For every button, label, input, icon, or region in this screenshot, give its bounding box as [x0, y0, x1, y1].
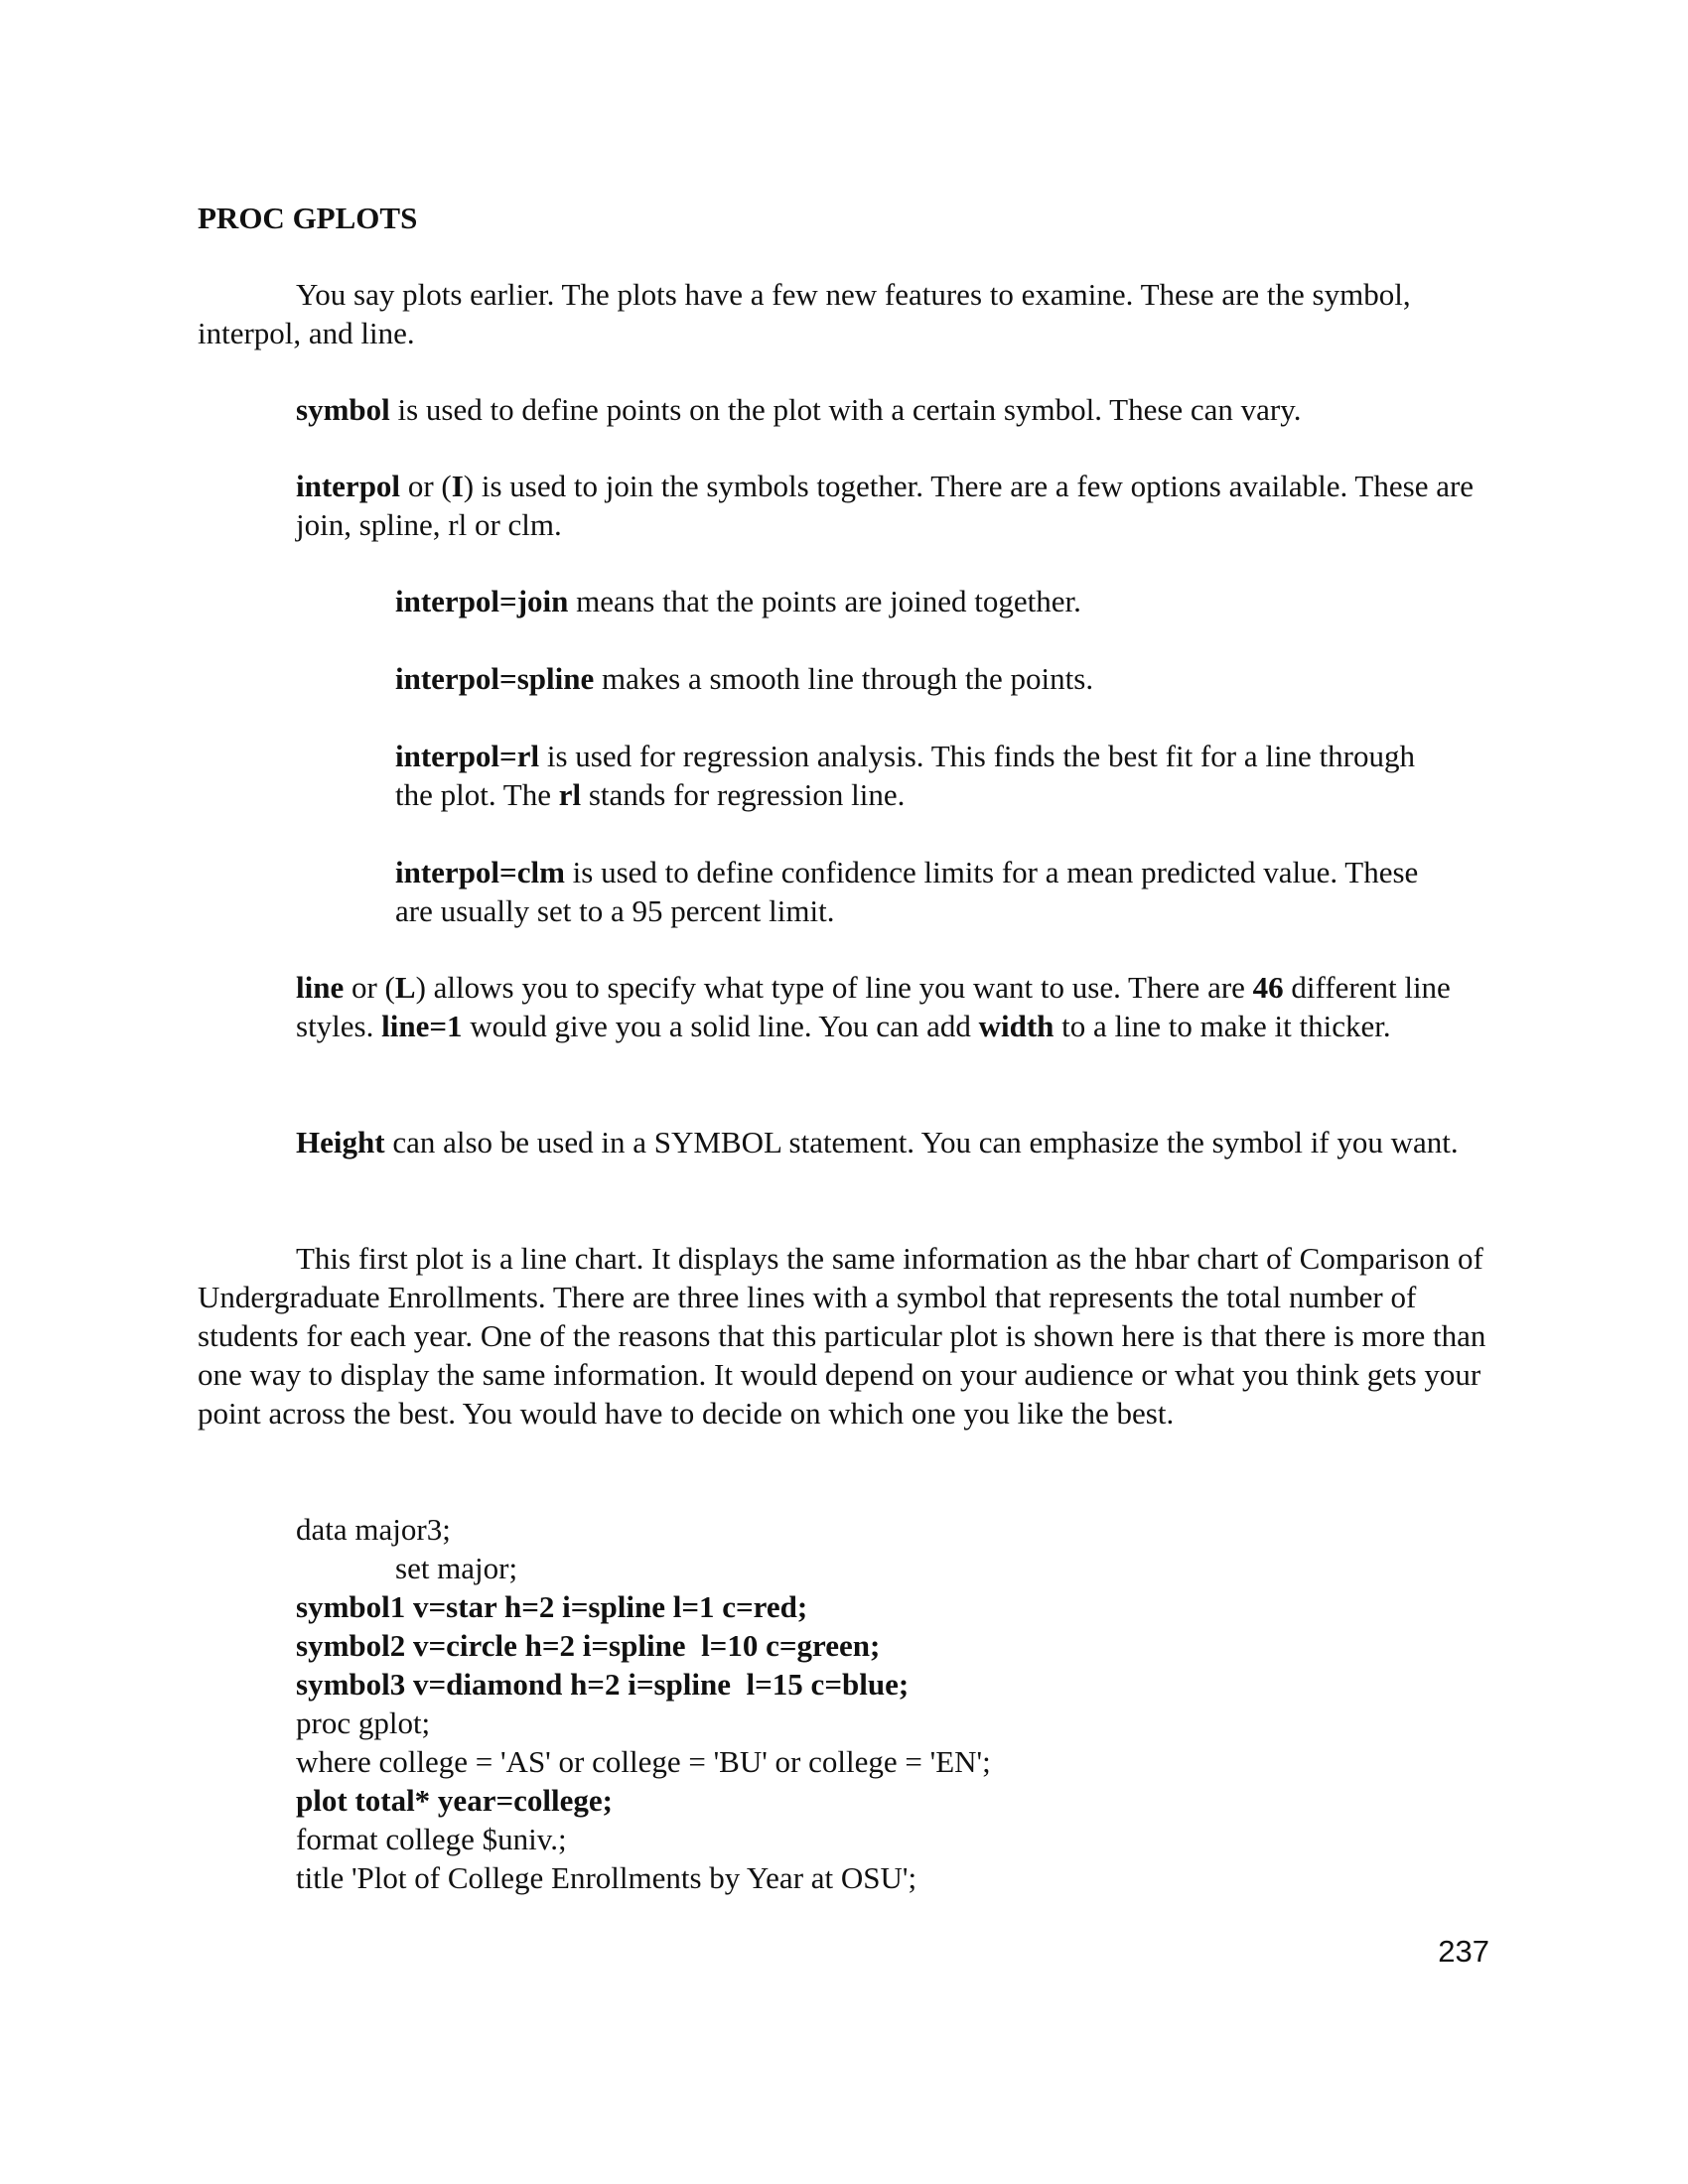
width-term: width [978, 1009, 1055, 1043]
code-line: symbol1 v=star h=2 i=spline l=1 c=red; [296, 1589, 808, 1624]
line-abbr: L [394, 970, 416, 1005]
interpol-abbr: I [451, 469, 464, 503]
interpol-clm-option [395, 853, 1438, 930]
height-term: Height [296, 1125, 385, 1160]
interpol-text: ) is used to join the symbols together. There are a few options available. These are join, spline, rl or clm. [296, 469, 1475, 542]
code-line: where college = 'AS' or college = 'BU' or college = 'EN'; [296, 1744, 991, 1779]
interpol-spline-option [395, 659, 1438, 698]
line-term: line [296, 970, 345, 1005]
join-term: interpol=join [395, 584, 569, 618]
height-text: can also be used in a SYMBOL statement. You can emphasize the symbol if you want. [384, 1125, 1459, 1160]
code-line: proc gplot; [296, 1706, 431, 1740]
spline-term: interpol=spline [395, 661, 595, 696]
clm-text: is used to define confidence limits for a mean predicted value. These are usually set to a 95 percent limit. [395, 855, 1419, 928]
code-line: format college $univ.; [296, 1822, 567, 1856]
interpol-middle: or ( [400, 469, 452, 503]
join-text: means that the points are joined together. [568, 584, 1081, 618]
line-middle: or ( [344, 970, 395, 1005]
rl-text-2: stands for regression line. [581, 777, 906, 812]
interpol-term: interpol [296, 469, 401, 503]
symbol-term: symbol [296, 392, 390, 427]
plot-intro-paragraph: This first plot is a line chart. It displays the same information as the hbar chart of Comparison of Undergraduate Enrollments. There are three lines with a symbol that represents the total number of students for each year. One of the reasons that this particular plot is shown here is that there is more than one way to display the same information. It would depend on your audience or what you think gets your point across the best. You would have to decide on which one you like the best. [198, 1241, 1486, 1431]
clm-term: interpol=clm [395, 855, 565, 889]
section-heading: PROC GPLOTS [198, 201, 418, 235]
code-line: set major; [395, 1551, 518, 1585]
code-line: symbol2 v=circle h=2 i=spline l=10 c=green; [296, 1628, 881, 1663]
code-line: symbol3 v=diamond h=2 i=spline l=15 c=blue; [296, 1667, 910, 1702]
line-text-4: to a line to make it thicker. [1054, 1009, 1391, 1043]
rl-text-1: is used for regression analysis. This finds the best fit for a line through the plot. The [395, 739, 1416, 812]
code-line: data major3; [296, 1512, 451, 1547]
interpol-rl-option [395, 737, 1438, 814]
line-text-3: would give you a solid line. You can add [462, 1009, 979, 1043]
code-line: title 'Plot of College Enrollments by Year at OSU'; [296, 1860, 917, 1895]
symbol-definition [296, 390, 1487, 429]
intro-paragraph: You say plots earlier. The plots have a few new features to examine. These are the symbol, interpol, and line. [198, 277, 1411, 350]
line-style-count: 46 [1252, 970, 1284, 1005]
interpol-join-option [395, 582, 1438, 620]
sas-code-block [296, 1510, 991, 1897]
symbol-text: is used to define points on the plot with a certain symbol. These can vary. [389, 392, 1302, 427]
interpol-definition [296, 467, 1487, 544]
line-definition [296, 968, 1487, 1045]
line-text-1: ) allows you to specify what type of line you want to use. There are [415, 970, 1253, 1005]
line-text-2: different line styles. [296, 970, 1451, 1043]
spline-text: makes a smooth line through the points. [594, 661, 1094, 696]
rl-term: interpol=rl [395, 739, 540, 773]
rl-abbr: rl [558, 777, 582, 812]
page-number: 237 [1438, 1934, 1489, 1969]
line-example: line=1 [381, 1009, 463, 1043]
code-line: plot total* year=college; [296, 1783, 613, 1818]
height-definition [296, 1123, 1487, 1161]
